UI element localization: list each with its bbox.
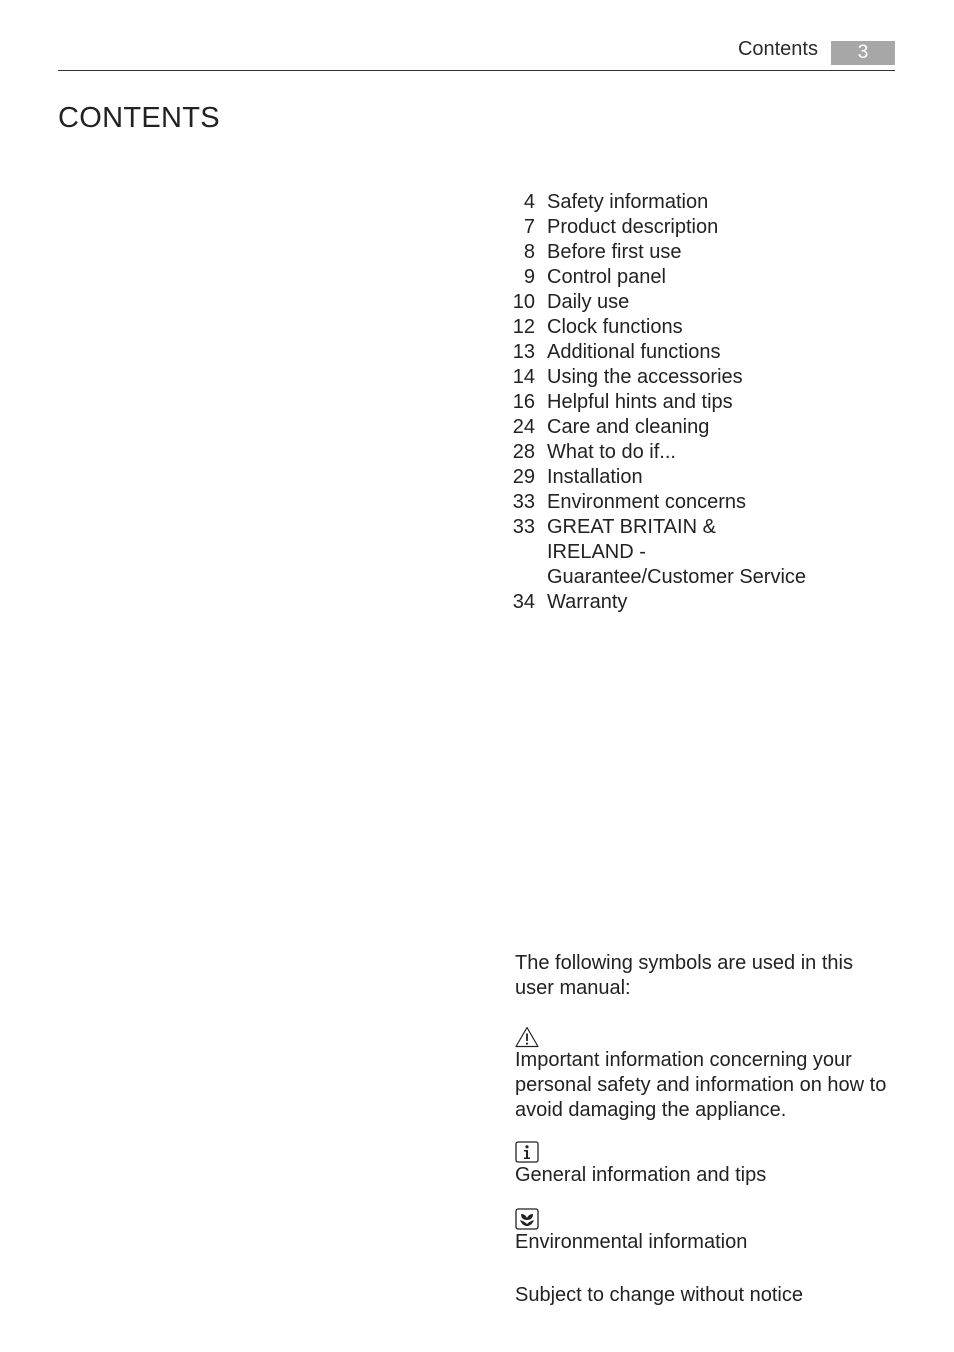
toc-title: Environment concerns <box>547 491 746 513</box>
toc-page-number: 9 <box>523 266 535 288</box>
toc-entry[interactable] <box>506 365 906 390</box>
toc-entry[interactable] <box>506 490 906 515</box>
toc-page-number: 33 <box>512 516 535 538</box>
toc-entry[interactable] <box>506 215 906 240</box>
info-icon <box>515 1141 539 1163</box>
toc-page-number: 4 <box>523 191 535 213</box>
toc-entry[interactable] <box>506 415 906 440</box>
warning-triangle-icon <box>515 1026 539 1048</box>
symbol-warning-text: Important information concerning your personal safety and information on how to avoid damaging the appliance. <box>515 1049 887 1121</box>
toc-title: Additional functions <box>547 341 721 363</box>
symbols-section <box>515 951 890 1255</box>
toc-entry[interactable] <box>506 440 906 465</box>
symbol-info-text: General information and tips <box>515 1164 767 1186</box>
toc-page-number: 34 <box>512 591 535 613</box>
header-section-label: Contents <box>737 38 818 60</box>
toc-title: Using the accessories <box>547 366 743 388</box>
symbols-intro: The following symbols are used in this user manual: <box>515 952 853 999</box>
toc-page-number: 12 <box>512 316 535 338</box>
symbol-warning <box>515 1026 890 1123</box>
toc-entry[interactable] <box>506 265 906 290</box>
toc-entry[interactable] <box>506 390 906 415</box>
toc-entry[interactable] <box>506 240 906 265</box>
toc-title: Product description <box>547 216 719 238</box>
toc-page-number: 8 <box>523 241 535 263</box>
toc-title: Installation <box>547 466 643 488</box>
toc-page-number: 14 <box>512 366 535 388</box>
page-title: CONTENTS <box>58 102 220 134</box>
symbol-environment <box>515 1208 890 1255</box>
toc-title: GREAT BRITAIN & IRELAND - Guarantee/Customer Service <box>547 516 807 588</box>
toc-entry[interactable] <box>506 290 906 315</box>
toc-page-number: 13 <box>512 341 535 363</box>
toc-title: Clock functions <box>547 316 683 338</box>
toc-title: Daily use <box>547 291 630 313</box>
toc-title: Helpful hints and tips <box>547 391 733 413</box>
table-of-contents <box>506 190 906 615</box>
toc-page-number: 16 <box>512 391 535 413</box>
toc-entry[interactable] <box>506 465 906 490</box>
symbol-environment-text: Environmental information <box>515 1231 748 1253</box>
toc-page-number: 7 <box>523 216 535 238</box>
environment-icon <box>515 1208 539 1230</box>
toc-page-number: 24 <box>512 416 535 438</box>
toc-page-number: 33 <box>512 491 535 513</box>
toc-title: Warranty <box>547 591 628 613</box>
toc-entry[interactable] <box>506 315 906 340</box>
change-notice: Subject to change without notice <box>515 1284 803 1306</box>
toc-page-number: 28 <box>512 441 535 463</box>
page-number-badge: 3 <box>831 41 895 65</box>
header-divider <box>58 70 895 71</box>
toc-page-number: 29 <box>512 466 535 488</box>
toc-entry[interactable] <box>506 340 906 365</box>
toc-entry[interactable] <box>506 590 906 615</box>
toc-title: Care and cleaning <box>547 416 710 438</box>
toc-title: What to do if... <box>547 441 676 463</box>
toc-page-number: 10 <box>512 291 535 313</box>
symbol-info <box>515 1141 890 1188</box>
toc-title: Before first use <box>547 241 682 263</box>
toc-title: Control panel <box>547 266 666 288</box>
toc-entry[interactable] <box>506 190 906 215</box>
toc-title: Safety information <box>547 191 709 213</box>
toc-entry[interactable] <box>506 515 906 590</box>
